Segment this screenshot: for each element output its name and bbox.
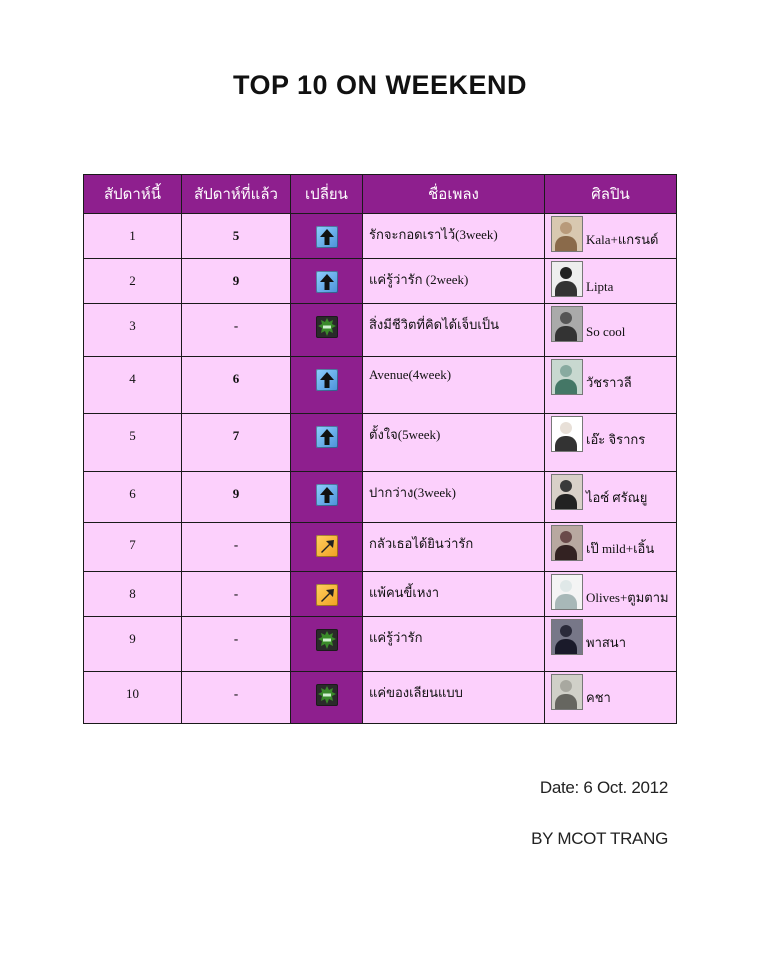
rank-last-week: - (182, 523, 291, 572)
table-row (84, 357, 677, 414)
rank-last-week: - (182, 617, 291, 672)
artist-cell (545, 357, 677, 414)
artist-name: Lipta (586, 279, 614, 294)
rank-this-week: 4 (84, 357, 182, 414)
table-row (84, 414, 677, 472)
header-change: เปลี่ยน (291, 175, 363, 214)
rank-last-week: 9 (182, 472, 291, 523)
artist-photo (551, 359, 583, 395)
song-title: แค่รู้ว่ารัก (2week) (363, 259, 545, 304)
artist-cell (545, 259, 677, 304)
rank-last-week: - (182, 672, 291, 724)
song-title: กลัวเธอได้ยินว่ารัก (363, 523, 545, 572)
change-cell (291, 672, 363, 724)
re-entry-icon (316, 584, 338, 606)
table-row (84, 523, 677, 572)
rank-last-week: 9 (182, 259, 291, 304)
table-header-row (84, 175, 677, 214)
artist-cell (545, 414, 677, 472)
song-title: แค่ของเลียนแบบ (363, 672, 545, 724)
change-cell (291, 304, 363, 357)
up-arrow-icon (316, 484, 338, 506)
rank-this-week: 6 (84, 472, 182, 523)
new-entry-icon (316, 629, 338, 651)
rank-this-week: 7 (84, 523, 182, 572)
top10-table (83, 174, 677, 724)
song-title: Avenue(4week) (363, 357, 545, 414)
rank-this-week: 8 (84, 572, 182, 617)
artist-photo (551, 261, 583, 297)
song-title: ปากว่าง(3week) (363, 472, 545, 523)
rank-this-week: 9 (84, 617, 182, 672)
rank-this-week: 2 (84, 259, 182, 304)
song-title: สิ่งมีชีวิตที่คิดได้เจ็บเป็น (363, 304, 545, 357)
song-title: แค่รู้ว่ารัก (363, 617, 545, 672)
rank-last-week: - (182, 572, 291, 617)
table-body (84, 214, 677, 724)
table-row (84, 672, 677, 724)
artist-cell (545, 572, 677, 617)
change-cell (291, 214, 363, 259)
artist-cell (545, 304, 677, 357)
change-cell (291, 617, 363, 672)
artist-photo (551, 674, 583, 710)
artist-name: ไอซ์ ศรัณยู (586, 490, 648, 505)
artist-photo (551, 416, 583, 452)
rank-this-week: 10 (84, 672, 182, 724)
change-cell (291, 414, 363, 472)
table-row (84, 572, 677, 617)
artist-photo (551, 619, 583, 655)
artist-photo (551, 306, 583, 342)
table-row (84, 304, 677, 357)
up-arrow-icon (316, 226, 338, 248)
artist-photo (551, 574, 583, 610)
rank-last-week: 5 (182, 214, 291, 259)
artist-name: Olives+ตูมตาม (586, 590, 669, 605)
chart-date: Date: 6 Oct. 2012 (539, 778, 668, 797)
chart-credit: BY MCOT TRANG (531, 829, 668, 848)
table-row (84, 617, 677, 672)
re-entry-icon (316, 535, 338, 557)
artist-photo (551, 216, 583, 252)
rank-last-week: 7 (182, 414, 291, 472)
artist-photo (551, 474, 583, 510)
table-row (84, 472, 677, 523)
change-cell (291, 572, 363, 617)
rank-this-week: 1 (84, 214, 182, 259)
rank-this-week: 5 (84, 414, 182, 472)
song-title: รักจะกอดเราไว้(3week) (363, 214, 545, 259)
up-arrow-icon (316, 271, 338, 293)
rank-last-week: - (182, 304, 291, 357)
artist-cell (545, 214, 677, 259)
change-cell (291, 357, 363, 414)
new-entry-icon (316, 316, 338, 338)
song-title: ตั้งใจ(5week) (363, 414, 545, 472)
rank-this-week: 3 (84, 304, 182, 357)
artist-name: Kala+แกรนด์ (586, 232, 659, 247)
header-this-week: สัปดาห์นี้ (84, 175, 182, 214)
table-row (84, 214, 677, 259)
up-arrow-icon (316, 426, 338, 448)
artist-name: พาสนา (586, 635, 626, 650)
artist-cell (545, 617, 677, 672)
new-entry-icon (316, 684, 338, 706)
rank-last-week: 6 (182, 357, 291, 414)
header-last-week: สัปดาห์ที่แล้ว (182, 175, 291, 214)
change-cell (291, 472, 363, 523)
artist-name: วัชราวลี (586, 375, 632, 390)
artist-cell (545, 472, 677, 523)
up-arrow-icon (316, 369, 338, 391)
header-song: ชื่อเพลง (363, 175, 545, 214)
change-cell (291, 259, 363, 304)
song-title: แพ้คนขี้เหงา (363, 572, 545, 617)
header-artist: ศิลปิน (545, 175, 677, 214)
change-cell (291, 523, 363, 572)
artist-name: เอ๊ะ จิรากร (586, 432, 646, 447)
artist-name: So cool (586, 324, 626, 339)
artist-photo (551, 525, 583, 561)
artist-cell (545, 672, 677, 724)
artist-cell (545, 523, 677, 572)
table-row (84, 259, 677, 304)
artist-name: เป๊ mild+เอิ้น (586, 541, 655, 556)
chart-title: TOP 10 ON WEEKEND (232, 70, 528, 100)
artist-name: คชา (586, 690, 611, 705)
